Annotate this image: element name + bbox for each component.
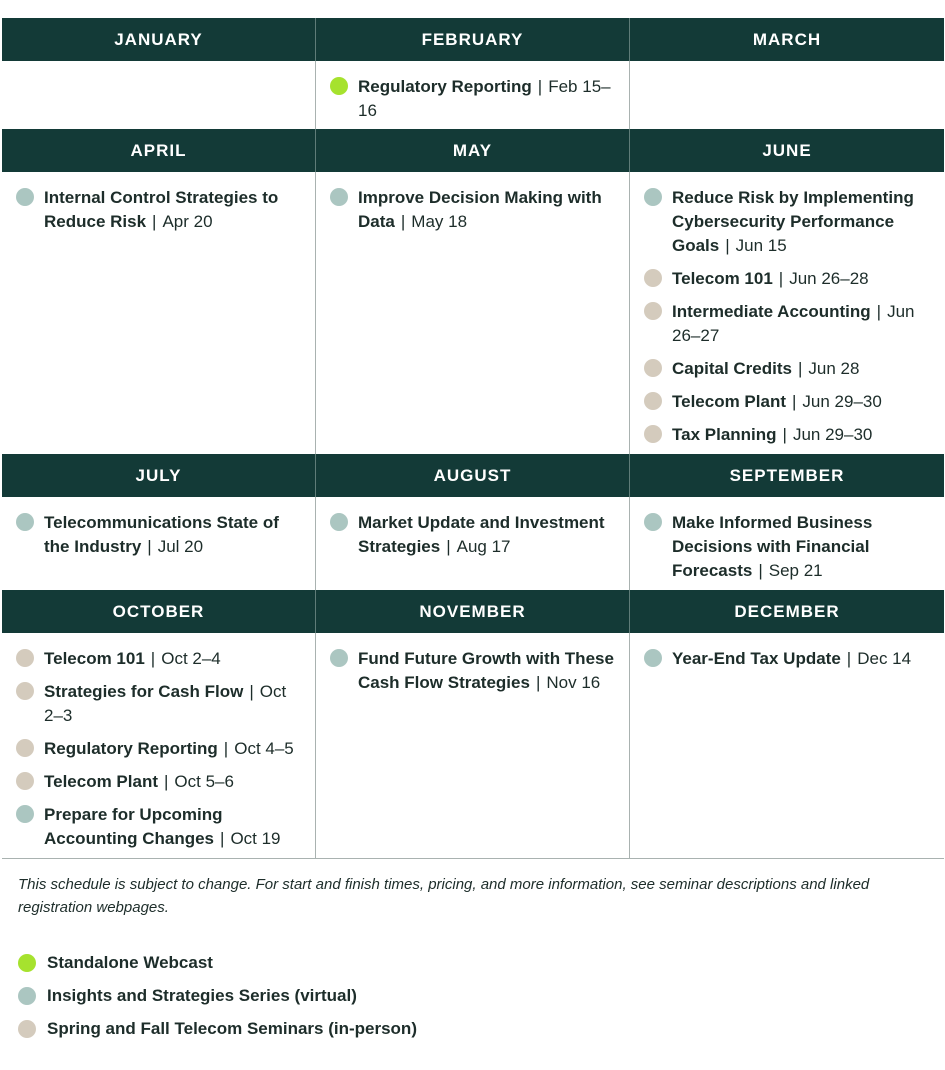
month-cell-january	[2, 61, 316, 129]
seminar-event[interactable]	[644, 300, 936, 348]
seminar-date: Jun 26–28	[789, 269, 869, 288]
virtual-dot-icon	[330, 188, 348, 206]
seminar-event-text	[44, 737, 294, 761]
seminar-date: Jun 28	[808, 359, 860, 378]
month-header-may: MAY	[316, 129, 630, 172]
month-cell-february	[316, 61, 630, 129]
virtual-dot-icon	[18, 987, 36, 1005]
month-cell-november	[316, 633, 630, 858]
separator: |	[792, 392, 797, 411]
seminar-event-text	[672, 300, 936, 348]
seminar-event-text	[672, 357, 859, 381]
virtual-dot-icon	[16, 188, 34, 206]
month-header-september: SEPTEMBER	[729, 465, 845, 485]
separator: |	[446, 537, 451, 556]
seminar-title: Strategies for Cash Flow	[44, 682, 244, 701]
month-header-row	[2, 590, 944, 633]
seminar-event[interactable]	[644, 390, 936, 414]
seminar-event[interactable]	[330, 647, 621, 695]
seminar-event[interactable]	[644, 423, 936, 447]
month-cell-october	[2, 633, 316, 858]
webcast-dot-icon	[18, 954, 36, 972]
seminar-calendar	[2, 18, 944, 859]
seminar-title: Fund Future Growth with These Cash Flow Strategies	[358, 649, 614, 692]
seminar-event[interactable]	[16, 511, 307, 559]
separator: |	[220, 829, 225, 848]
seminar-event-text	[44, 186, 307, 234]
separator: |	[778, 269, 784, 288]
seminar-title: Regulatory Reporting	[358, 77, 532, 96]
in-person-dot-icon	[644, 269, 662, 287]
seminar-title: Capital Credits	[672, 359, 792, 378]
seminar-date: Sep 21	[768, 561, 823, 580]
separator: |	[147, 537, 152, 556]
seminar-event-text	[672, 186, 936, 258]
month-header-november: NOVEMBER	[316, 590, 630, 633]
seminar-event[interactable]	[644, 186, 936, 258]
seminar-event[interactable]	[16, 803, 307, 851]
month-cell-may	[316, 172, 630, 454]
seminar-date: Feb 15–16	[358, 77, 611, 120]
virtual-dot-icon	[644, 188, 662, 206]
seminar-date: Jun 26–27	[672, 302, 915, 345]
seminar-title: Intermediate Accounting	[672, 302, 871, 321]
seminar-title: Market Update and Investment Strategies	[358, 513, 605, 556]
virtual-dot-icon	[16, 805, 34, 823]
month-cell-september	[630, 497, 944, 590]
seminar-date: Nov 16	[546, 673, 601, 692]
seminar-event[interactable]	[16, 770, 307, 794]
seminar-title: Telecommunications State of the Industry	[44, 513, 279, 556]
month-header-february: FEBRUARY	[316, 18, 630, 61]
seminar-event[interactable]	[644, 267, 936, 291]
separator: |	[537, 77, 543, 96]
separator: |	[535, 673, 541, 692]
virtual-dot-icon	[16, 513, 34, 531]
month-header-october: OCTOBER	[2, 590, 316, 633]
legend-label: Insights and Strategies Series (virtual)	[47, 985, 357, 1005]
seminar-title: Telecom 101	[672, 269, 773, 288]
seminar-event[interactable]	[330, 75, 621, 123]
legend-item-webcast	[18, 946, 417, 979]
month-header-march: MARCH	[752, 29, 822, 49]
seminar-event-text	[44, 647, 221, 671]
seminar-date: Oct 19	[230, 829, 281, 848]
month-header-row	[2, 129, 944, 172]
in-person-dot-icon	[16, 772, 34, 790]
seminar-date: Oct 2–3	[44, 682, 287, 725]
seminar-event-text	[672, 423, 872, 447]
seminar-event[interactable]	[330, 186, 621, 234]
seminar-date: Apr 20	[162, 212, 213, 231]
separator: |	[797, 359, 803, 378]
seminar-title: Prepare for Upcoming Accounting Changes	[44, 805, 223, 848]
month-header-january: JANUARY	[2, 18, 316, 61]
seminar-event[interactable]	[644, 357, 936, 381]
seminar-title: Improve Decision Making with Data	[358, 188, 602, 231]
seminar-title: Telecom 101	[44, 649, 145, 668]
month-cell-august	[316, 497, 630, 590]
month-body-row	[2, 61, 944, 129]
month-body-row	[2, 172, 944, 454]
seminar-event-text	[358, 186, 621, 234]
seminar-event-text	[44, 770, 234, 794]
separator: |	[150, 649, 156, 668]
seminar-title: Telecom Plant	[44, 772, 158, 791]
seminar-event-text	[358, 511, 621, 559]
month-cell-july	[2, 497, 316, 590]
seminar-event-text	[358, 75, 621, 123]
seminar-title: Telecom Plant	[672, 392, 786, 411]
seminar-title: Internal Control Strategies to Reduce Risk	[44, 188, 279, 231]
separator: |	[758, 561, 763, 580]
month-cell-june	[630, 172, 944, 454]
seminar-title: Reduce Risk by Implementing Cybersecurity Performance Goals	[672, 188, 914, 255]
legend-label: Standalone Webcast	[47, 952, 213, 972]
seminar-event-text	[44, 803, 307, 851]
separator: |	[152, 212, 157, 231]
month-cell-april	[2, 172, 316, 454]
separator: |	[249, 682, 254, 701]
virtual-dot-icon	[330, 513, 348, 531]
seminar-title: Make Informed Business Decisions with Financial Forecasts	[672, 513, 873, 580]
virtual-dot-icon	[330, 649, 348, 667]
seminar-event[interactable]	[644, 647, 936, 671]
seminar-event-text	[672, 267, 869, 291]
month-header-august: AUGUST	[316, 454, 630, 497]
seminar-date: Oct 4–5	[234, 739, 294, 758]
seminar-event[interactable]	[644, 511, 936, 583]
seminar-event[interactable]	[16, 186, 307, 234]
seminar-event-text	[672, 647, 911, 671]
month-header-july: JULY	[2, 454, 316, 497]
month-body-row	[2, 633, 944, 858]
seminar-date: Oct 5–6	[174, 772, 234, 791]
separator: |	[782, 425, 787, 444]
seminar-date: Jun 15	[735, 236, 787, 255]
seminar-date: Jul 20	[157, 537, 204, 556]
in-person-dot-icon	[644, 425, 662, 443]
legend-label: Spring and Fall Telecom Seminars (in-person)	[47, 1018, 417, 1038]
seminar-date: Jun 29–30	[792, 425, 873, 444]
virtual-dot-icon	[644, 649, 662, 667]
month-header-row	[2, 454, 944, 497]
in-person-dot-icon	[16, 739, 34, 757]
virtual-dot-icon	[644, 513, 662, 531]
seminar-event-text	[44, 680, 307, 728]
legend-item-virtual	[18, 979, 417, 1012]
seminar-event-text	[44, 511, 307, 559]
seminar-title: Regulatory Reporting	[44, 739, 218, 758]
seminar-event[interactable]	[16, 737, 307, 761]
seminar-event-text	[358, 647, 621, 695]
seminar-event-text	[672, 511, 936, 583]
separator: |	[164, 772, 169, 791]
month-cell-december	[630, 633, 944, 858]
month-header-april: APRIL	[2, 129, 316, 172]
seminar-title: Tax Planning	[672, 425, 777, 444]
legend-item-in-person	[18, 1012, 417, 1045]
month-header-row	[2, 18, 944, 61]
month-header-december: DECEMBER	[734, 601, 840, 621]
in-person-dot-icon	[16, 649, 34, 667]
seminar-date: Jun 29–30	[802, 392, 882, 411]
in-person-dot-icon	[18, 1020, 36, 1038]
separator: |	[400, 212, 406, 231]
seminar-event[interactable]	[16, 647, 307, 671]
seminar-date: Oct 2–4	[161, 649, 221, 668]
calendar-bottom-border	[2, 858, 944, 859]
separator: |	[725, 236, 730, 255]
in-person-dot-icon	[16, 682, 34, 700]
seminar-date: Dec 14	[857, 649, 912, 668]
in-person-dot-icon	[644, 359, 662, 377]
month-cell-march	[630, 61, 944, 129]
webcast-dot-icon	[330, 77, 348, 95]
seminar-title: Year-End Tax Update	[672, 649, 841, 668]
seminar-date: May 18	[411, 212, 468, 231]
in-person-dot-icon	[644, 392, 662, 410]
month-body-row	[2, 497, 944, 590]
seminar-date: Aug 17	[456, 537, 511, 556]
legend	[18, 946, 417, 1045]
seminar-event[interactable]	[16, 680, 307, 728]
separator: |	[876, 302, 882, 321]
separator: |	[846, 649, 852, 668]
in-person-dot-icon	[644, 302, 662, 320]
seminar-event-text	[672, 390, 882, 414]
seminar-event[interactable]	[330, 511, 621, 559]
schedule-note: This schedule is subject to change. For start and finish times, pricing, and more information, see seminar descriptions and linked registration webpages.	[18, 876, 870, 916]
separator: |	[223, 739, 229, 758]
month-header-june: JUNE	[762, 140, 812, 160]
